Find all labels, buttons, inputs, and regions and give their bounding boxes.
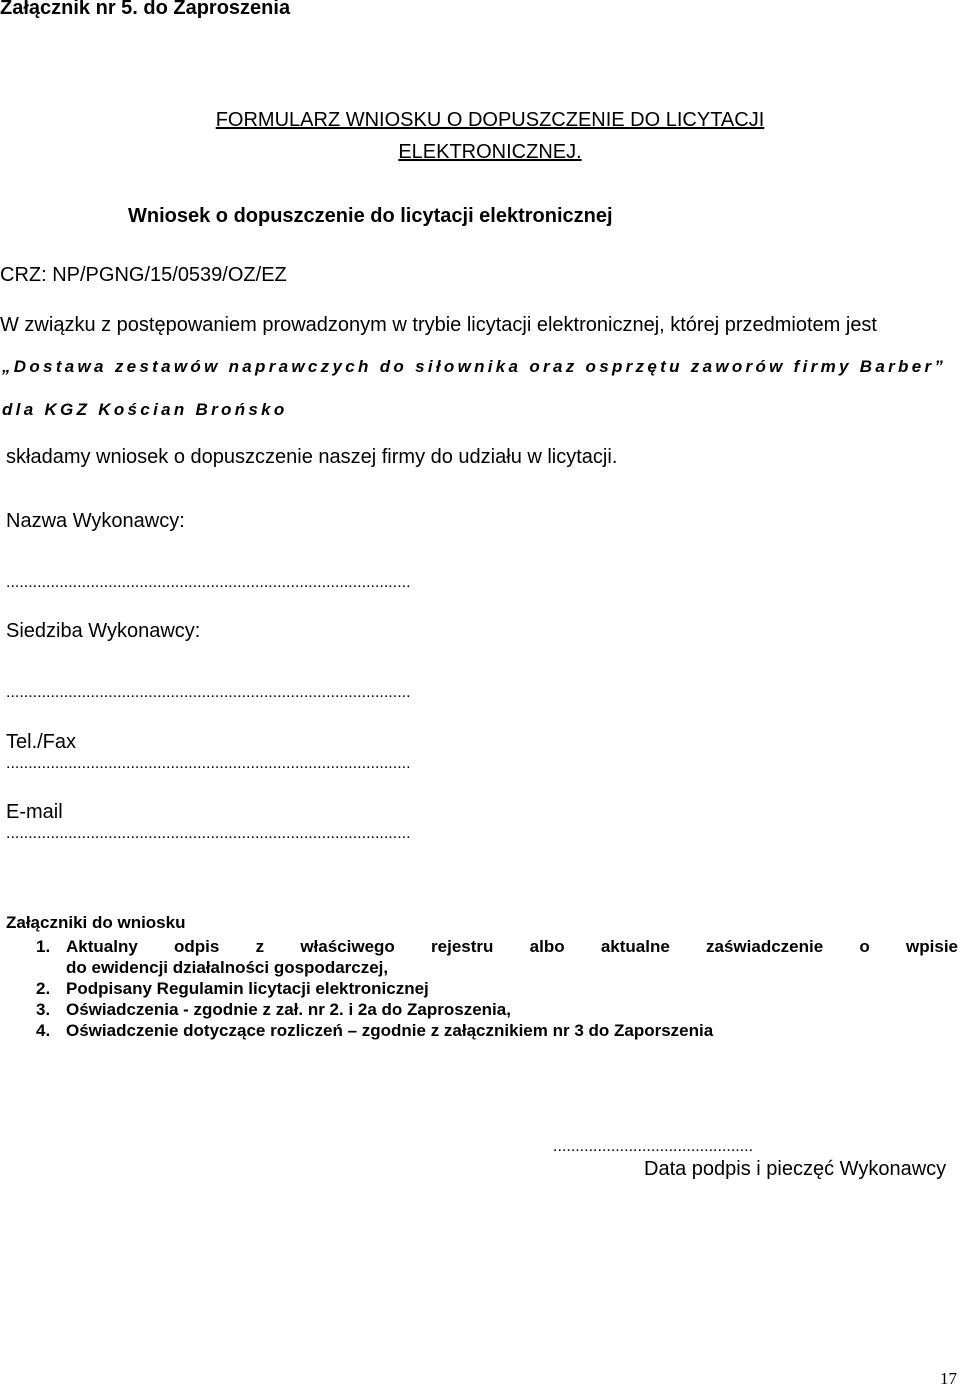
list-item (36, 999, 958, 1020)
list-item-number: 2. (36, 979, 51, 998)
tel-fax-field[interactable]: ........................................................................................... (6, 755, 411, 772)
contractor-name-label: Nazwa Wykonawcy: (6, 510, 185, 532)
list-item-text-continued: do ewidencji działalności gospodarczej, (66, 958, 389, 977)
list-item-text-continued: zgodnie z załącznikiem nr 3 do Zaporszenia (361, 1021, 714, 1040)
list-item-number: 4. (36, 1021, 51, 1040)
tel-fax-label: Tel./Fax (6, 731, 77, 753)
email-label: E-mail (6, 801, 63, 823)
list-item (36, 1020, 958, 1041)
list-item-text: Oświadczenie dotyczące rozliczeń (66, 1021, 343, 1040)
list-item (36, 978, 958, 999)
form-subtitle: Wniosek o dopuszczenie do licytacji elektronicznej (128, 205, 613, 227)
form-title-line2: ELEKTRONICZNEJ. (398, 141, 582, 163)
subject-line2: dla KGZ Kościan Brońsko (2, 400, 288, 419)
list-item-dash: – (347, 1021, 358, 1040)
contractor-seat-label: Siedziba Wykonawcy: (6, 620, 201, 642)
attachments-list (36, 936, 958, 1041)
statement-text: składamy wniosek o dopuszczenie naszej firmy do udziału w licytacji. (6, 446, 618, 468)
contractor-seat-field[interactable]: ........................................................................................... (6, 684, 411, 701)
intro-text: W związku z postępowaniem prowadzonym w trybie licytacji elektronicznej, której przedmiotem jest (0, 314, 877, 336)
attachment-label: Załącznik nr 5. do Zaproszenia (0, 0, 291, 19)
crz-reference: CRZ: NP/PGNG/15/0539/OZ/EZ (0, 264, 287, 286)
subject-line1: „Dostawa zestawów naprawczych do siłownika oraz osprzętu zaworów firmy Barber” (2, 357, 947, 376)
page-number: 17 (940, 1369, 957, 1388)
list-item-number: 1. (36, 937, 51, 956)
list-item-text: Aktualny odpis z właściwego rejestru albo aktualne zaświadczenie o wpisie (66, 937, 958, 956)
attachments-heading: Załączniki do wniosku (6, 913, 186, 932)
signature-label: Data podpis i pieczęć Wykonawcy (644, 1158, 947, 1180)
list-item-text: Podpisany Regulamin licytacji elektronicznej (66, 979, 429, 998)
signature-field[interactable]: ............................................. (553, 1138, 754, 1155)
contractor-name-field[interactable]: ........................................................................................... (6, 574, 411, 591)
email-field[interactable]: ........................................................................................... (6, 825, 411, 842)
form-title-line1: FORMULARZ WNIOSKU O DOPUSZCZENIE DO LICYTACJI (215, 109, 765, 131)
list-item (36, 936, 958, 978)
list-item-text: Oświadczenia - zgodnie z zał. nr 2. i 2a do Zaproszenia, (66, 1000, 511, 1019)
list-item-number: 3. (36, 1000, 51, 1019)
